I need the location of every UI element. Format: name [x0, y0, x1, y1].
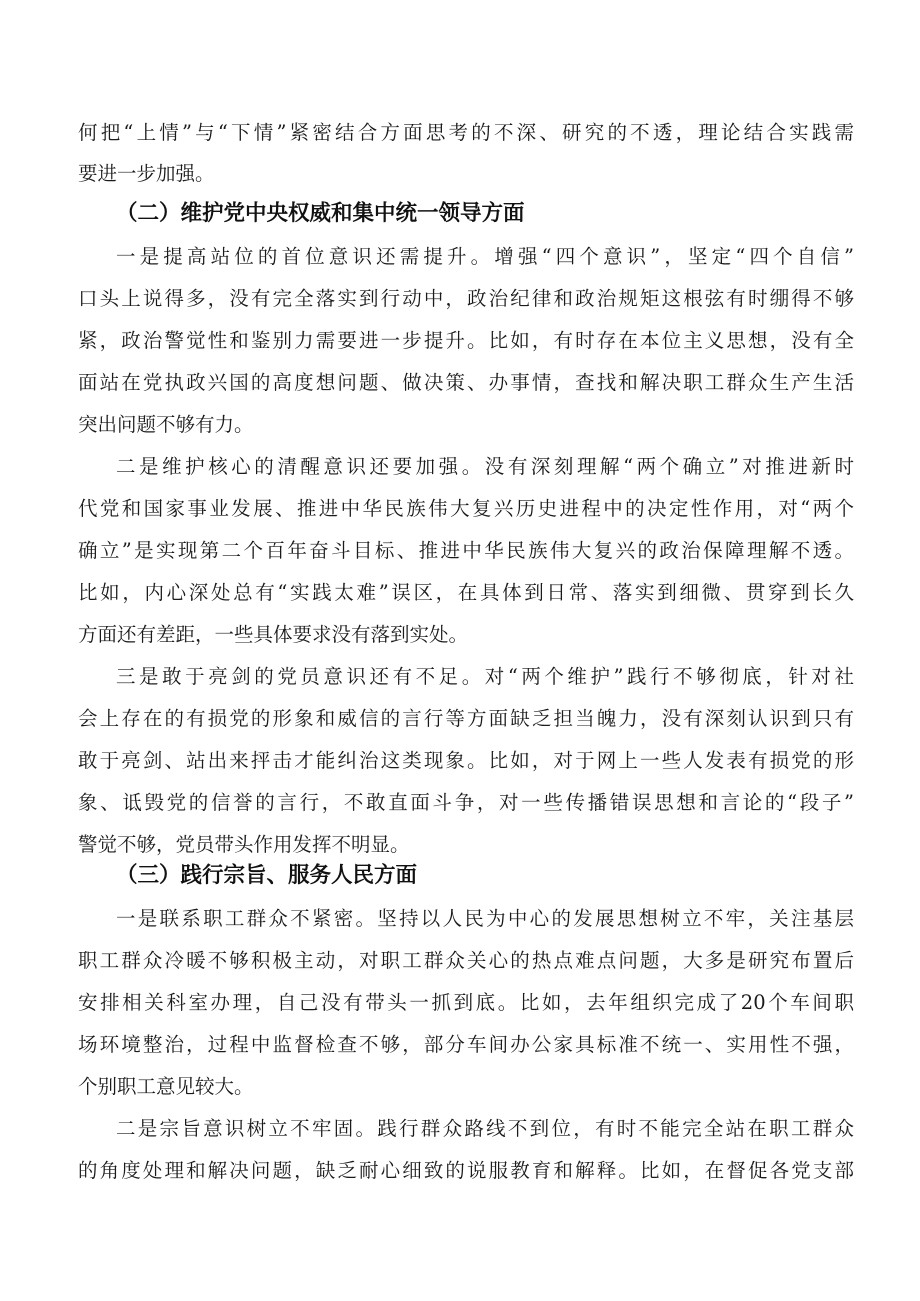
body-text-line: 会上存在的有损党的形象和威信的言行等方面缺乏担当魄力，没有深刻认识到只有 [78, 707, 854, 730]
body-text-line: 紧，政治警觉性和鉴别力需要进一步提升。比如，有时存在本位主义思想，没有全 [78, 329, 854, 352]
body-text-line: 的角度处理和解决问题，缺乏耐心细致的说服教育和解释。比如，在督促各党支部 [78, 1159, 854, 1182]
body-text-line: 象、诋毁党的信誉的言行，不敢直面斗争，对一些传播错误思想和言论的“段子” [78, 791, 854, 814]
paragraph-first-line: 二是宗旨意识树立不牢固。践行群众路线不到位，有时不能完全站在职工群众 [116, 1117, 854, 1140]
paragraph-first-line: 一是联系职工群众不紧密。坚持以人民为中心的发展思想树立不牢，关注基层 [116, 907, 854, 930]
body-text-line: 敢于亮剑、站出来抨击才能纠治这类现象。比如，对于网上一些人发表有损党的形 [78, 749, 854, 772]
body-text-line: 方面还有差距，一些具体要求没有落到实处。 [78, 623, 469, 646]
body-text-line: 场环境整治，过程中监督检查不够，部分车间办公家具标准不统一、实用性不强， [78, 1033, 854, 1056]
paragraph-first-line: 三是敢于亮剑的党员意识还有不足。对“两个维护”践行不够彻底，针对社 [116, 665, 854, 688]
body-text-line: 个别职工意见较大。 [78, 1075, 254, 1098]
paragraph-first-line: 二是维护核心的清醒意识还要加强。没有深刻理解“两个确立”对推进新时 [116, 455, 854, 478]
body-text-line: 警觉不够，党员带头作用发挥不明显。 [78, 833, 410, 856]
paragraph-first-line: 一是提高站位的首位意识还需提升。增强“四个意识”，坚定“四个自信” [116, 245, 854, 268]
section-heading: （二）维护党中央权威和集中统一领导方面 [116, 201, 525, 226]
body-text-line: 确立”是实现第二个百年奋斗目标、推进中华民族伟大复兴的政治保障理解不透。 [78, 539, 854, 562]
body-text-line: 代党和国家事业发展、推进中华民族伟大复兴历史进程中的决定性作用，对“两个 [78, 497, 854, 520]
body-text-line: 何把“上情”与“下情”紧密结合方面思考的不深、研究的不透，理论结合实践需 [78, 121, 854, 144]
body-text-line: 要进一步加强。 [78, 162, 215, 185]
body-text-line: 比如，内心深处总有“实践太难”误区，在具体到日常、落实到细微、贯穿到长久 [78, 581, 854, 604]
body-text-line: 突出问题不够有力。 [78, 413, 254, 436]
section-heading: （三）践行宗旨、服务人民方面 [116, 863, 418, 888]
body-text-line: 口头上说得多，没有完全落实到行动中，政治纪律和政治规矩这根弦有时绷得不够 [78, 287, 854, 310]
body-text-line: 安排相关科室办理，自己没有带头一抓到底。比如，去年组织完成了20个车间职 [78, 991, 854, 1014]
body-text-line: 面站在党执政兴国的高度想问题、做决策、办事情，查找和解决职工群众生产生活 [78, 371, 854, 394]
body-text-line: 职工群众冷暖不够积极主动，对职工群众关心的热点难点问题，大多是研究布置后 [78, 949, 854, 972]
